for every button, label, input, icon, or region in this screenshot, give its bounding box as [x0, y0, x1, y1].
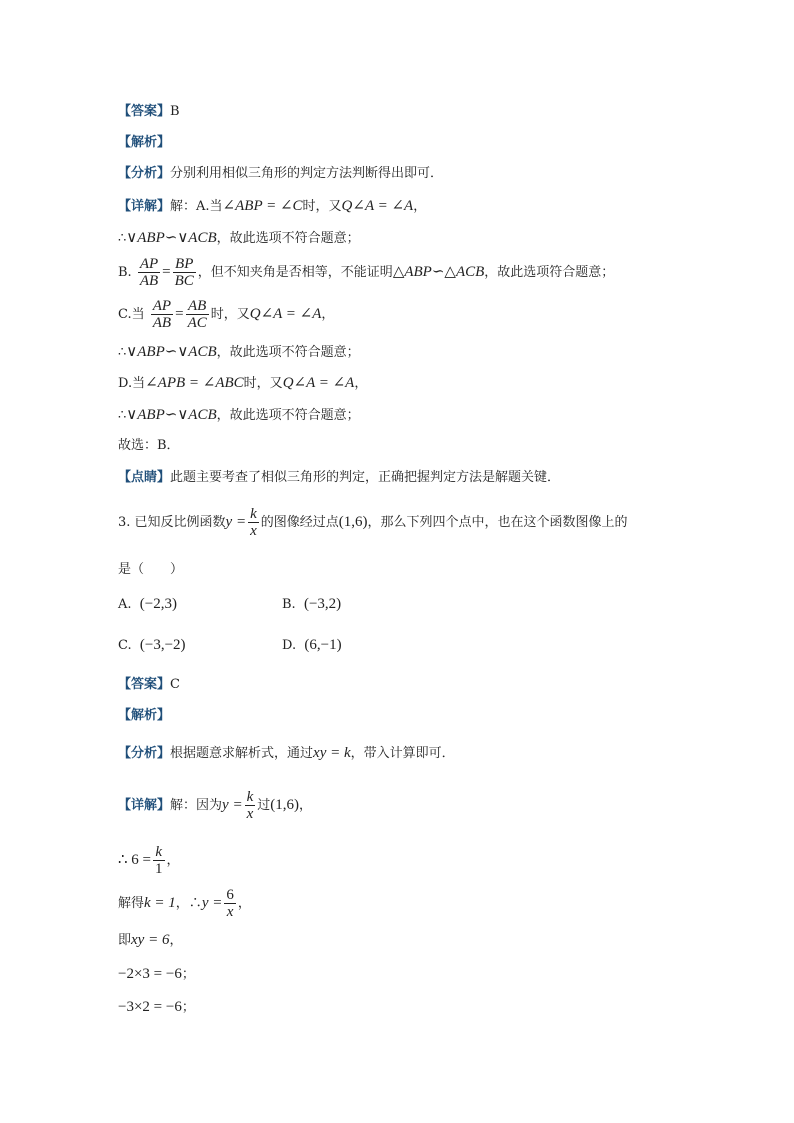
equals-sign: = — [175, 306, 184, 322]
step-4-line — [118, 964, 195, 985]
option-label: A. — [118, 597, 132, 612]
answer-line-2 — [118, 675, 180, 695]
angle-abp-eq-c: ∠ABP = ∠C — [222, 198, 303, 214]
therefore-symbol: ∴ — [118, 345, 127, 360]
dianjing-line — [118, 468, 560, 488]
step-3-line — [118, 930, 182, 951]
b-prefix: B. — [118, 265, 132, 280]
option-b — [282, 596, 341, 613]
k-equals-1: k = 1 — [144, 895, 176, 911]
detail-text-1: 解：因为 — [170, 798, 223, 813]
fenxi-text-1: 根据题意求解析式，通过 — [170, 746, 314, 761]
angle-a-eq-a: Q∠A = ∠A — [249, 306, 322, 322]
option-value: (6,−1) — [304, 637, 342, 653]
detail-text-2: 过 — [257, 798, 271, 813]
fraction-ab-ac: $\frac{AB}{AC}$ — [187, 298, 207, 331]
fraction-ap-ab: $\frac{AP}{AB}$ — [139, 256, 159, 289]
a-text-1: 时，又 — [302, 199, 342, 214]
not-fit-text: ，故此选项不符合题意； — [216, 345, 360, 360]
fraction-6-x: $\frac{6}{x}$ — [226, 887, 234, 920]
d-text-1: 时，又 — [243, 376, 283, 391]
option-c-line — [118, 298, 334, 331]
option-value: (−2,3) — [139, 596, 177, 612]
option-d — [282, 637, 342, 654]
analysis-tag: 【解析】 — [118, 135, 171, 150]
analysis-tag: 【解析】 — [118, 708, 171, 723]
b-text-1: ，但不知夹角是否相等，不能证明 — [197, 265, 393, 280]
detail-tag: 【详解】 — [118, 199, 171, 214]
c-text-2: ， — [321, 307, 335, 322]
question-text-3: 是（ ） — [118, 562, 184, 577]
step-2-prefix: 解得 — [118, 896, 145, 911]
d-text-2: ， — [354, 376, 368, 391]
a-prefix: 解：A.当 — [170, 199, 223, 214]
option-label: D. — [282, 638, 297, 653]
angle-a-eq-a: Q∠A = ∠A — [282, 375, 355, 391]
analysis-line-1 — [118, 133, 170, 153]
therefore-line-2 — [118, 342, 360, 363]
detail-a-line — [118, 196, 426, 217]
option-label: B. — [282, 597, 296, 612]
question-text-1: 的图像经过点 — [260, 515, 339, 530]
xy-equals-k: xy = k — [313, 745, 351, 761]
step-1-line — [118, 844, 180, 877]
fenxi-line-2 — [118, 743, 455, 764]
analysis-line-2 — [118, 706, 170, 726]
choose-line-1 — [118, 436, 180, 456]
step-3-prefix: 即 — [118, 933, 132, 948]
option-c — [118, 637, 186, 654]
therefore-symbol: ∴ — [118, 231, 127, 246]
b-text-2: ，故此选项符合题意； — [484, 265, 615, 280]
y-equals: y = — [225, 514, 247, 530]
dianjing-tag: 【点睛】 — [118, 470, 171, 485]
fraction-ap-ab: $\frac{AP}{AB}$ — [152, 298, 172, 331]
not-fit-text: ，故此选项不符合题意； — [216, 408, 360, 423]
point-1-6: (1,6) — [270, 797, 299, 813]
fenxi-tag: 【分析】 — [118, 166, 171, 181]
triangle-similar: △ABP∽△ACB — [392, 264, 485, 280]
answer-line-1 — [118, 102, 180, 122]
step-2-post: ， — [237, 896, 251, 911]
question-3-line-2 — [118, 560, 183, 580]
step-5-line — [118, 997, 195, 1018]
detail-tag: 【详解】 — [118, 798, 171, 813]
answer-value: B — [170, 104, 180, 119]
option-d-line — [118, 373, 367, 394]
fenxi-tag: 【分析】 — [118, 746, 171, 761]
c-text-1: 时，又 — [210, 307, 250, 322]
option-label: C. — [118, 638, 132, 653]
point-1-6: (1,6) — [338, 514, 368, 530]
not-fit-text: ，故此选项不符合题意； — [216, 231, 360, 246]
question-3-line-1 — [118, 506, 628, 539]
a-text-2: ， — [413, 199, 427, 214]
equals-sign: = — [162, 264, 171, 280]
fraction-bp-bc: $\frac{BP}{BC}$ — [174, 256, 194, 289]
fenxi-line-1 — [118, 164, 443, 184]
similar-expression: ∨ABP∽∨ACB — [126, 344, 217, 360]
step-5-post: ； — [181, 1000, 195, 1015]
fraction-k-1: $\frac{k}{1}$ — [155, 844, 163, 877]
similar-expression: ∨ABP∽∨ACB — [126, 407, 217, 423]
answer-tag: 【答案】 — [118, 677, 171, 692]
choose-text: 故选：B． — [118, 438, 180, 453]
therefore-line-1 — [118, 228, 360, 249]
question-text-2: ，那么下列四个点中，也在这个函数图像上的 — [367, 515, 628, 530]
c-prefix: C.当 — [118, 307, 145, 322]
d-prefix: D.当 — [118, 376, 146, 391]
fraction-k-x: $\frac{k}{x}$ — [250, 506, 257, 539]
option-a — [118, 596, 177, 613]
option-value: (−3,2) — [303, 596, 342, 612]
detail-text-3: ， — [299, 798, 313, 813]
step-1-prefix: ∴ 6 = — [118, 852, 152, 868]
similar-expression: ∨ABP∽∨ACB — [126, 230, 217, 246]
step-4-post: ； — [181, 967, 195, 982]
answer-value: C — [170, 677, 180, 692]
option-value: (−3,−2) — [139, 637, 186, 653]
xy-equals-6: xy = 6 — [131, 932, 170, 948]
answer-tag: 【答案】 — [118, 104, 171, 119]
detail-line-2 — [118, 789, 312, 822]
step-2-line — [118, 887, 251, 920]
therefore-symbol: ∴ — [118, 408, 127, 423]
fenxi-text: 分别利用相似三角形的判定方法判断得出即可． — [170, 166, 444, 181]
product-neg3-2: −3×2 = −6 — [118, 999, 182, 1015]
step-2-mid: ，∴ — [175, 896, 202, 911]
fenxi-text-2: ，带入计算即可． — [350, 746, 455, 761]
angle-apb-eq-abc: ∠APB = ∠ABC — [145, 375, 244, 391]
step-1-post: ， — [166, 853, 180, 868]
option-b-line — [118, 256, 614, 289]
step-3-post: ， — [169, 933, 183, 948]
product-neg2-3: −2×3 = −6 — [118, 966, 182, 982]
therefore-line-3 — [118, 405, 360, 426]
y-equals: y = — [201, 895, 223, 911]
dianjing-text: 此题主要考查了相似三角形的判定，正确把握判定方法是解题关键． — [170, 470, 561, 485]
y-equals: y = — [222, 797, 243, 813]
angle-a-eq-a: Q∠A = ∠A — [341, 198, 414, 214]
fraction-k-x: $\frac{k}{x}$ — [246, 789, 254, 822]
question-prefix: 3. 已知反比例函数 — [118, 515, 226, 530]
